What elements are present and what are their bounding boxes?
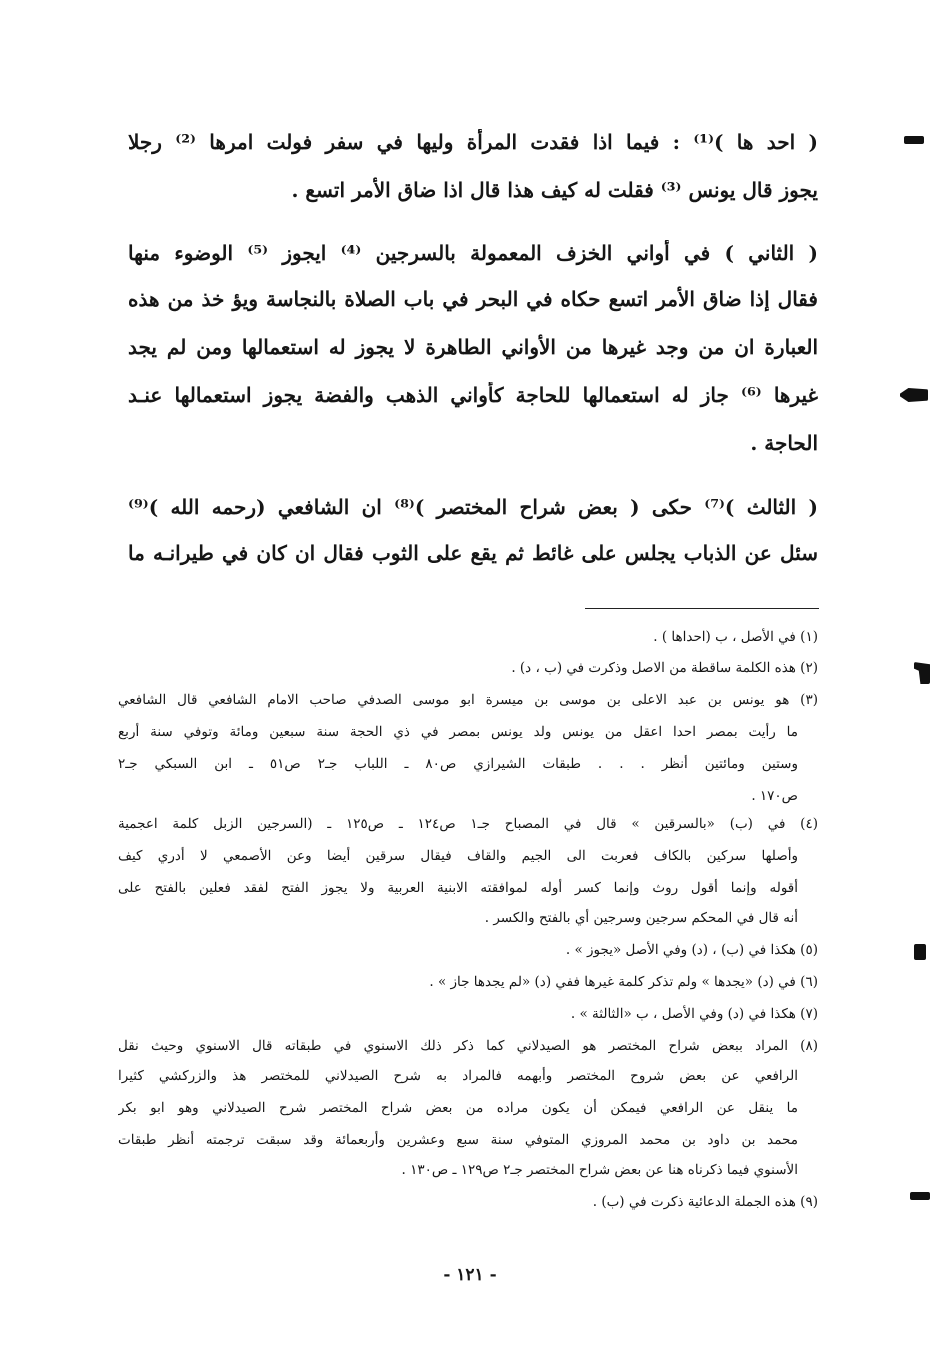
footnote-line: (٦) في (د) «يجدها » ولم تذكر كلمة غيرها ففي (د) «لم يجدها جاز » . xyxy=(429,974,818,990)
footnote-line: وستين ومائتين أنظر . . . طبقات الشيرازي ص٨٠ ـ اللباب جـ٢ ص٥١ ـ ابن السبكي جـ٢ xyxy=(118,756,798,772)
scan-mark xyxy=(904,136,924,144)
main-text-line: الحاجة . xyxy=(750,431,818,455)
footnote-line: الأسنوي فيما ذكرناه هنا عن بعض شراح المختصر جـ٢ ص١٢٩ ـ ص١٣٠ . xyxy=(401,1162,798,1178)
page-number: - ١٢١ - xyxy=(443,1265,497,1285)
main-text-line: غيرها ⁽⁶⁾ جاز له استعمالها للحاجة كأواني الذهب والفضة يجوز استعمالها عنـد xyxy=(128,383,818,407)
footnote-line: (٢) هذه الكلمة ساقطة من الاصل وذكرت في (ب ، د) . xyxy=(511,660,818,676)
scan-mark xyxy=(900,388,928,402)
scan-mark xyxy=(914,662,930,684)
footnote-line: ما ينقل عن الرافعي فيمكن أن يكون مراده من بعض شراح المختصر شرح الصيدلاني وهو ابو بكر xyxy=(118,1100,798,1116)
footnote-line: أنه قال في المحكم سرجين وسرجين أي بالفتح والكسر . xyxy=(484,910,798,926)
main-text-line: العبارة ان من وجد غيرها من الأواني الطاهرة لا يجوز له استعمالها ومن لم يجد xyxy=(128,335,818,359)
scan-mark xyxy=(910,1192,930,1200)
scan-mark xyxy=(914,944,926,960)
footnote-line: الرافعي عن بعض شروح المختصر وأبهمه فالمراد به شرح الصيدلاني للمختصر هذ والزركشي كثيرا xyxy=(118,1068,798,1084)
main-text-line: سئل عن الذباب يجلس على غائط ثم يقع على الثوب فقال ان كان في طيرانـه ما xyxy=(128,541,818,565)
footnote-line: محمد بن داود بن محمد المروزي المتوفي سنة سبع وعشرين وأربعمائة وقد سبقت ترجمته أنظر طبقات xyxy=(118,1132,798,1148)
footnote-line: أقوله وإنما أقول روث وإنما كسر أوله لموافقته الابنية العربية ولا يجوز الفتح لفقد فعلين بالفتح على xyxy=(118,880,798,896)
main-text-line: يجوز قال يونس ⁽³⁾ فقلت له كيف هذا قال اذا ضاق الأمر اتسع . xyxy=(291,178,818,202)
footnote-line: (٤) في (ب) «بالسرقين » قال في المصباح جـ١ ص١٢٤ ـ ص١٢٥ ـ (السرجين الزبل كلمة اعجمية xyxy=(118,816,818,832)
footnote-separator xyxy=(585,608,819,609)
main-text-line: ( احد ها )⁽¹⁾ : فيما اذا فقدت المرأة وليها في سفر فولت امرها ⁽²⁾ رجلا xyxy=(128,130,818,154)
footnote-line: ما رأيت بمصر احدا اعقل من يونس ولد يونس بمصر في ذي الحجة سنة سبعين ومائة وتوفي سنة أربع xyxy=(118,724,798,740)
footnote-line: ص١٧٠ . xyxy=(751,788,798,804)
footnote-line: (٧) هكذا في (د) وفي الأصل ، ب «الثالثة » . xyxy=(570,1006,818,1022)
footnote-line: (١) في الأصل ، ب (احداها ) . xyxy=(653,629,818,645)
footnote-line: (٣) هو يونس بن عبد الاعلى بن موسى بن ميسرة ابو موسى الصدفي صاحب الامام الشافعي قال الشافعي xyxy=(118,692,818,708)
footnote-line: (٨) المراد ببعض شراح المختصر هو الصيدلاني كما ذكر ذلك الاسنوي في طبقاته قال الاسنوي وحيث نقل xyxy=(118,1038,818,1054)
footnote-line: (٥) هكذا في (ب) ، (د) وفي الأصل «يجوز » . xyxy=(565,942,818,958)
main-text-line: فقال إذا ضاق الأمر اتسع حكاه في البحر في باب الصلاة بالنجاسة ويؤ خذ من هذه xyxy=(128,287,818,311)
main-text-line: ( الثاني ) في أواني الخزف المعمولة بالسرجين ⁽⁴⁾ ايجوز ⁽⁵⁾ الوضوء منها xyxy=(128,241,818,265)
footnote-line: وأصلها سركين بالكاف فعربت الى الجيم والقاف فيقال سرقين أيضا وعن الأصمعي لا أدري كيف xyxy=(118,848,798,864)
main-text-line: ( الثالث )⁽⁷⁾ حكى ( بعض شراح المختصر )⁽⁸⁾ ان الشافعي (رحمه الله )⁽⁹⁾ xyxy=(128,495,818,519)
footnote-line: (٩) هذه الجملة الدعائية ذكرت في (ب) . xyxy=(592,1194,818,1210)
